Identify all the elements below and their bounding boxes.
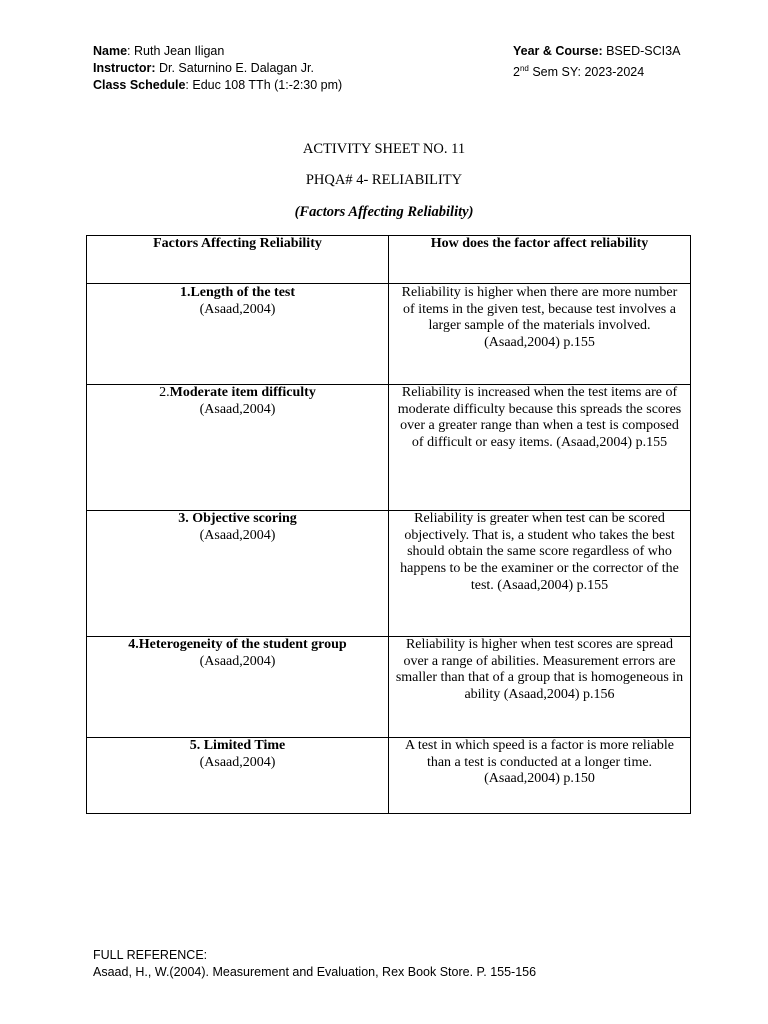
effect-cell: A test in which speed is a factor is more reliable than a test is conducted at a longer time.(Asaad,2004) p.150: [389, 738, 691, 814]
effect-cell: Reliability is increased when the test items are of moderate difficulty because this spreads the scores over a greater range than when a test is composed of difficult or easy items. (Asaad,2004) p.155: [389, 385, 691, 511]
year-course-line: [513, 43, 680, 60]
factor-citation: (Asaad,2004): [199, 301, 276, 317]
name-label: Name: [93, 44, 128, 58]
effect-cell: Reliability is higher when test scores are spread over a range of abilities. Measurement errors are smaller than that of a group that is homogeneous in ability (Asaad,2004) p.156: [389, 637, 691, 738]
course-info: [513, 43, 680, 81]
reliability-factors-table: [86, 235, 691, 814]
effect-cell: Reliability is greater when test can be scored objectively. That is, a student who takes the best should obtain the same score regardless of who happens to be the examiner or the corrector of the test. (Asaad,2004) p.155: [389, 511, 691, 637]
factor-cell: [87, 738, 389, 814]
table-header-row: [87, 236, 691, 284]
semester-suffix: nd: [519, 64, 529, 73]
factor-name: 3. Objective scoring: [178, 511, 297, 526]
instructor-label: Instructor:: [93, 61, 156, 75]
semester-number: 2: [513, 65, 520, 80]
semester-text: Sem SY: 2023-2024: [528, 65, 645, 80]
factor-cell: [87, 511, 389, 637]
factor-citation: (Asaad,2004): [199, 527, 276, 543]
factor-cell: [87, 284, 389, 385]
phqa-title: PHQA# 4- RELIABILITY: [305, 172, 463, 188]
schedule-line: [93, 77, 342, 94]
factor-name: 5. Limited Time: [189, 738, 286, 753]
factor-citation: (Asaad,2004): [199, 401, 276, 417]
schedule-value: : Educ 108 TTh (1:-2:30 pm): [185, 78, 343, 92]
header-factors: Factors Affecting Reliability: [87, 236, 389, 284]
table-row: [87, 385, 691, 511]
factor-name: 4.Heterogeneity of the student group: [128, 637, 347, 652]
reference-label: FULL REFERENCE:: [93, 948, 208, 962]
factor-citation: (Asaad,2004): [199, 754, 276, 770]
year-course-label: Year & Course:: [513, 44, 603, 58]
name-value: : Ruth Jean Iligan: [127, 44, 225, 58]
schedule-label: Class Schedule: [93, 78, 186, 92]
table-row: [87, 738, 691, 814]
factor-citation: (Asaad,2004): [199, 653, 276, 669]
factor-number: 2.: [159, 385, 170, 400]
table-row: [87, 511, 691, 637]
instructor-line: [93, 60, 342, 77]
table-row: [87, 637, 691, 738]
factor-cell: [87, 385, 389, 511]
reference-citation: Asaad, H., W.(2004). Measurement and Evaluation, Rex Book Store. P. 155-156: [93, 965, 537, 979]
header-effect: How does the factor affect reliability: [389, 236, 691, 284]
semester-line: [513, 60, 680, 81]
full-reference: [93, 947, 536, 981]
table-row: [87, 284, 691, 385]
effect-cell: Reliability is higher when there are more number of items in the given test, because test involves a larger sample of the materials involved. (Asaad,2004) p.155: [389, 284, 691, 385]
factor-name: Moderate item difficulty: [169, 385, 316, 400]
student-info: [93, 43, 342, 94]
factor-name: 1.Length of the test: [179, 285, 296, 300]
year-course-value: BSED-SCI3A: [602, 44, 681, 58]
name-line: [93, 43, 342, 60]
factor-cell: [87, 637, 389, 738]
activity-title: ACTIVITY SHEET NO. 11: [302, 141, 466, 157]
table-subtitle: (Factors Affecting Reliability): [294, 204, 474, 220]
instructor-value: Dr. Saturnino E. Dalagan Jr.: [155, 61, 314, 75]
